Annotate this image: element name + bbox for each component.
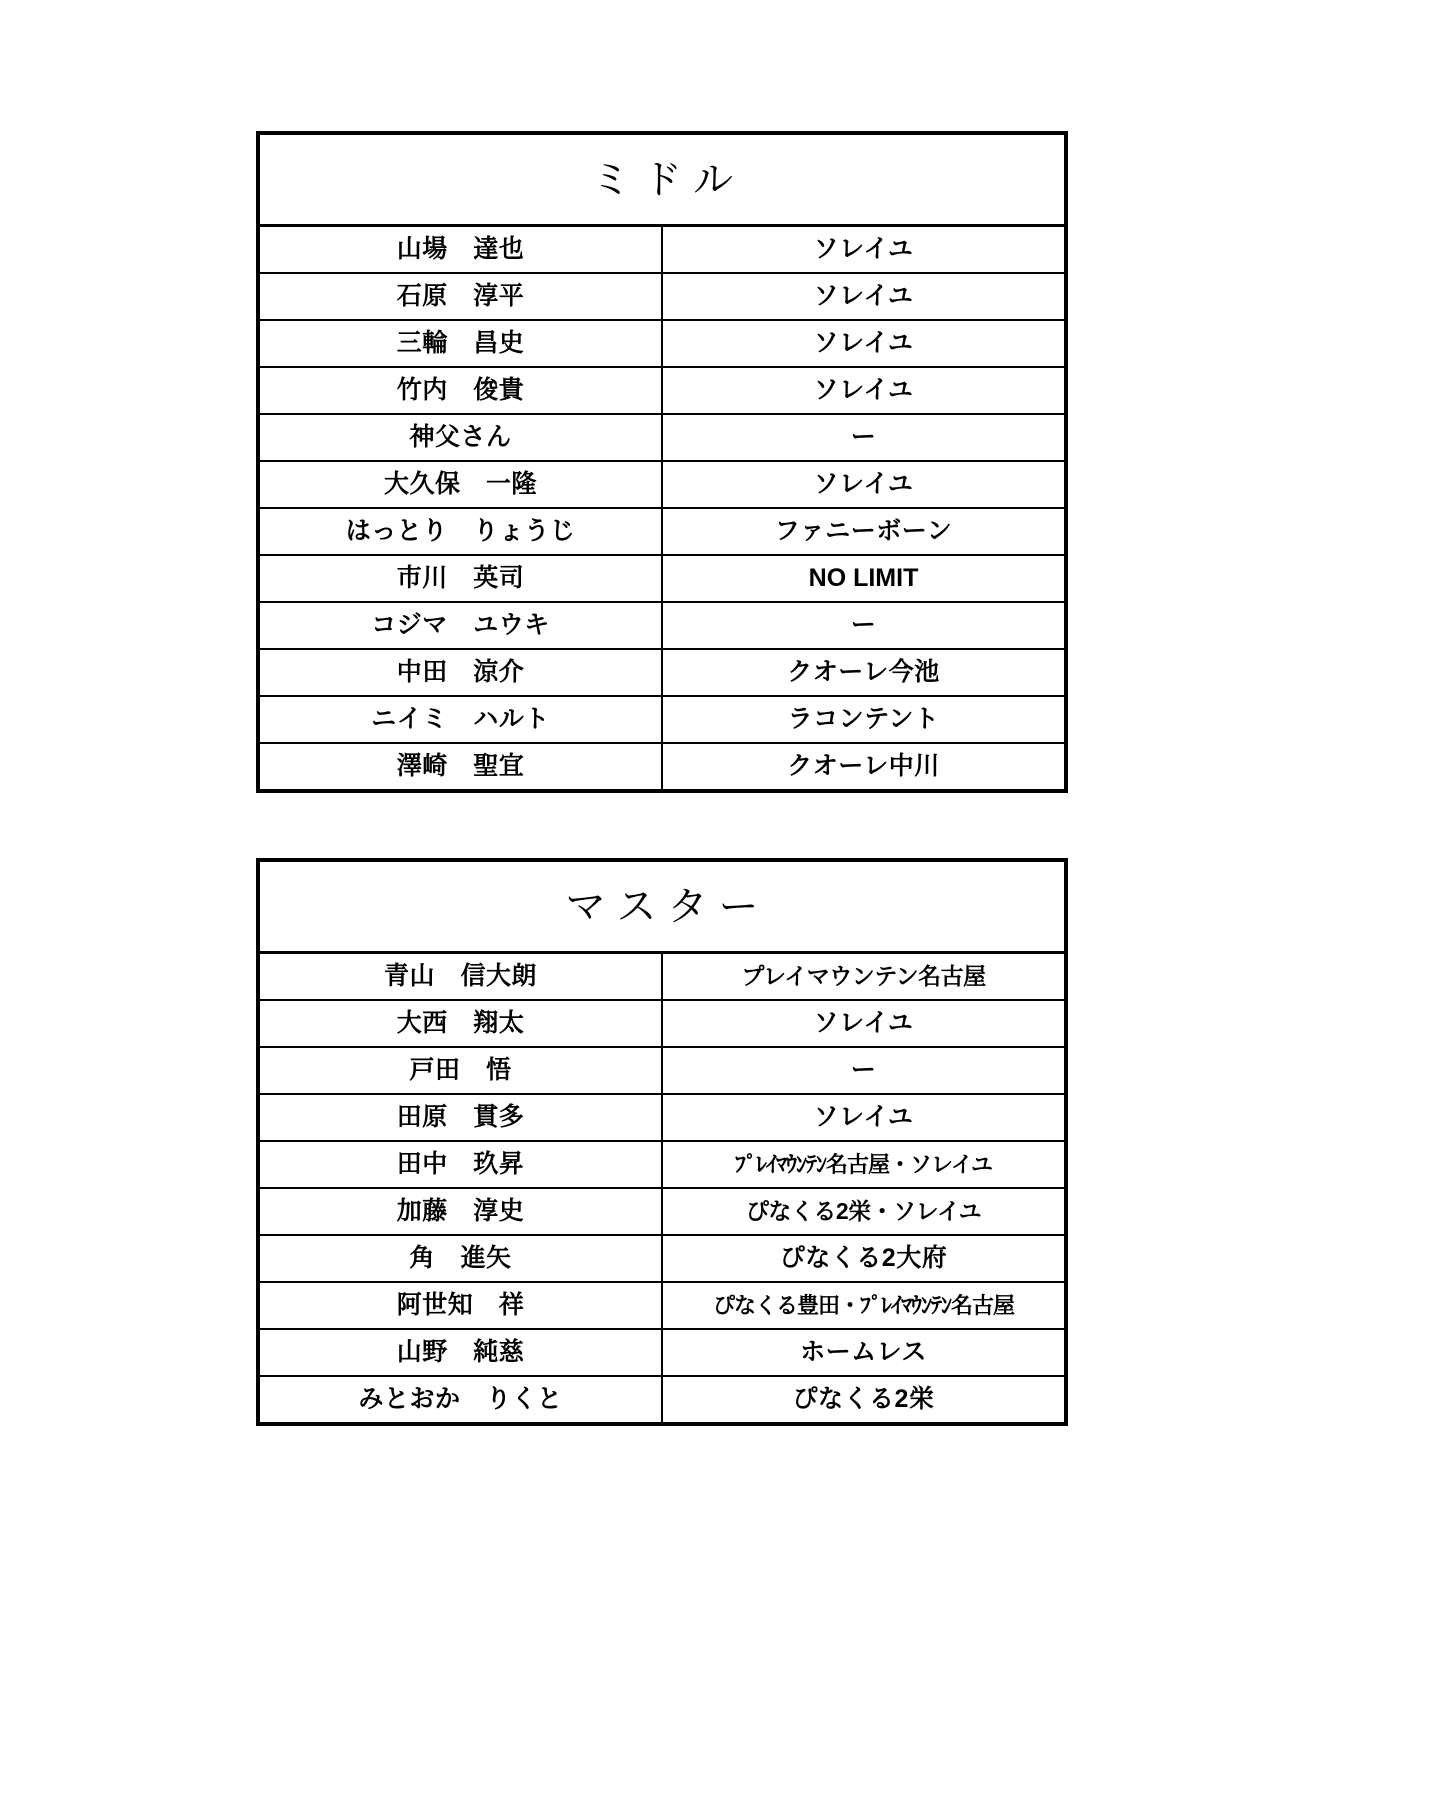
table-title-middle: ミドル <box>258 133 1066 226</box>
table-row <box>258 649 1066 696</box>
cell-name: 田原 貫多 <box>258 1094 662 1141</box>
table-row <box>258 461 1066 508</box>
cell-name: 青山 信大朗 <box>258 953 662 1001</box>
cell-affiliation: ラコンテント <box>662 696 1066 743</box>
table-row <box>258 508 1066 555</box>
cell-affiliation: ソレイユ <box>662 1000 1066 1047</box>
cell-affiliation: ぴなくる2大府 <box>662 1235 1066 1282</box>
cell-affiliation: ソレイユ <box>662 461 1066 508</box>
table-row <box>258 1000 1066 1047</box>
table-row <box>258 696 1066 743</box>
cell-affiliation: ー <box>662 414 1066 461</box>
cell-affiliation: ー <box>662 602 1066 649</box>
cell-affiliation: プレイマウンテン名古屋 <box>662 953 1066 1001</box>
table-row <box>258 1376 1066 1424</box>
table-row <box>258 743 1066 791</box>
cell-affiliation: ソレイユ <box>662 367 1066 414</box>
table-row <box>258 1188 1066 1235</box>
cell-name: 角 進矢 <box>258 1235 662 1282</box>
cell-name: 戸田 悟 <box>258 1047 662 1094</box>
table-row <box>258 414 1066 461</box>
cell-name: 竹内 俊貴 <box>258 367 662 414</box>
cell-affiliation: NO LIMIT <box>662 555 1066 602</box>
cell-affiliation: ソレイユ <box>662 1094 1066 1141</box>
cell-name: 三輪 昌史 <box>258 320 662 367</box>
table-title-row <box>258 133 1066 226</box>
cell-name: 山場 達也 <box>258 226 662 274</box>
cell-name: 市川 英司 <box>258 555 662 602</box>
cell-name: 阿世知 祥 <box>258 1282 662 1329</box>
cell-affiliation: ファニーボーン <box>662 508 1066 555</box>
table-row <box>258 1282 1066 1329</box>
cell-name: 大久保 一隆 <box>258 461 662 508</box>
cell-affiliation: ホームレス <box>662 1329 1066 1376</box>
cell-affiliation: ぴなくる豊田・ﾌﾟﾚｲﾏｳﾝﾃﾝ名古屋 <box>662 1282 1066 1329</box>
table-block-middle <box>256 131 1068 793</box>
table-row <box>258 226 1066 274</box>
cell-name: 山野 純慈 <box>258 1329 662 1376</box>
cell-name: 石原 淳平 <box>258 273 662 320</box>
cell-name: 中田 涼介 <box>258 649 662 696</box>
entry-table-middle <box>256 131 1068 793</box>
table-title-row <box>258 860 1066 953</box>
table-row <box>258 320 1066 367</box>
table-row <box>258 953 1066 1001</box>
cell-affiliation: ぴなくる2栄・ソレイユ <box>662 1188 1066 1235</box>
cell-name: 加藤 淳史 <box>258 1188 662 1235</box>
cell-name: 大西 翔太 <box>258 1000 662 1047</box>
cell-affiliation: ー <box>662 1047 1066 1094</box>
table-row <box>258 1094 1066 1141</box>
table-row <box>258 1235 1066 1282</box>
cell-affiliation: ソレイユ <box>662 226 1066 274</box>
cell-affiliation: ソレイユ <box>662 320 1066 367</box>
table-row <box>258 1047 1066 1094</box>
cell-name: はっとり りょうじ <box>258 508 662 555</box>
table-block-master <box>256 858 1068 1426</box>
cell-affiliation: ﾌﾟﾚｲﾏｳﾝﾃﾝ名古屋・ソレイユ <box>662 1141 1066 1188</box>
cell-affiliation: ソレイユ <box>662 273 1066 320</box>
entry-table-master <box>256 858 1068 1426</box>
cell-name: 神父さん <box>258 414 662 461</box>
cell-name: 田中 玖昇 <box>258 1141 662 1188</box>
table-row <box>258 273 1066 320</box>
table-row <box>258 367 1066 414</box>
cell-name: みとおか りくと <box>258 1376 662 1424</box>
table-row <box>258 1329 1066 1376</box>
cell-name: 澤崎 聖宜 <box>258 743 662 791</box>
cell-affiliation: クオーレ中川 <box>662 743 1066 791</box>
cell-name: ニイミ ハルト <box>258 696 662 743</box>
table-row <box>258 602 1066 649</box>
cell-name: コジマ ユウキ <box>258 602 662 649</box>
table-row <box>258 555 1066 602</box>
table-row <box>258 1141 1066 1188</box>
cell-affiliation: ぴなくる2栄 <box>662 1376 1066 1424</box>
table-title-master: マスター <box>258 860 1066 953</box>
cell-affiliation: クオーレ今池 <box>662 649 1066 696</box>
